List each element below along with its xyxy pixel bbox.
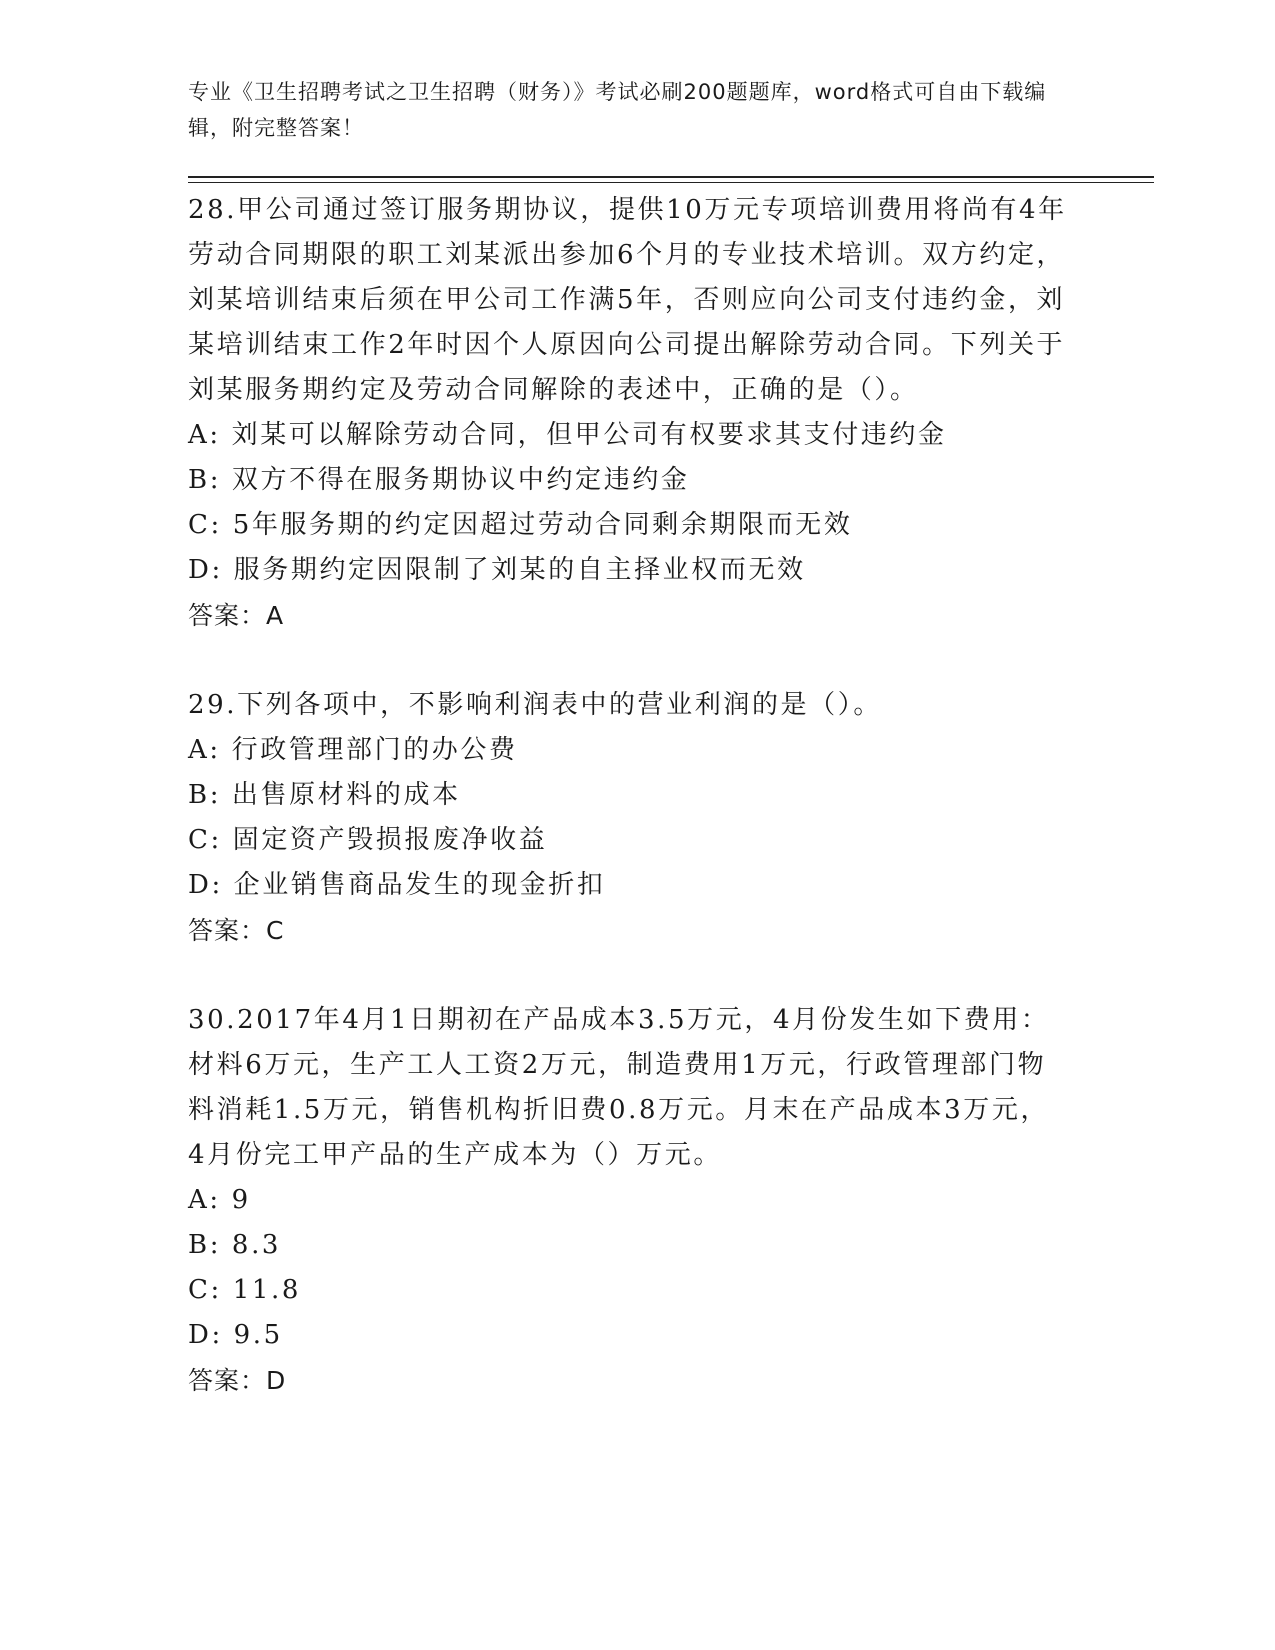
question-spacer xyxy=(188,953,1068,998)
option-d: D: 9.5 xyxy=(188,1320,283,1350)
option-a: A: 9 xyxy=(188,1185,251,1215)
question-list xyxy=(188,188,1068,1403)
option-a: A: 行政管理部门的办公费 xyxy=(188,735,518,765)
header-rule-thick xyxy=(188,176,1154,178)
answer: 答案：A xyxy=(188,601,285,630)
page-header: 专业《卫生招聘考试之卫生招聘（财务）》考试必刷200题题库，word格式可自由下载编辑，附完整答案！ xyxy=(188,80,1047,140)
header-rule-thin xyxy=(188,182,1154,183)
question-28 xyxy=(188,188,1068,638)
question-stem: 28.甲公司通过签订服务期协议，提供10万元专项培训费用将尚有4年劳动合同期限的职工刘某派出参加6个月的专业技术培训。双方约定，刘某培训结束后须在甲公司工作满5年，否则应向公司支付违约金，刘某培训结束工作2年时因个人原因向公司提出解除劳动合同。下列关于刘某服务期约定及劳动合同解除的表述中，正确的是（）。 xyxy=(188,195,1067,405)
option-d: D: 服务期约定因限制了刘某的自主择业权而无效 xyxy=(188,555,806,585)
option-b: B: 8.3 xyxy=(188,1230,282,1260)
answer: 答案：C xyxy=(188,916,285,945)
option-c: C: 11.8 xyxy=(188,1275,302,1305)
option-c: C: 5年服务期的约定因超过劳动合同剩余期限而无效 xyxy=(188,510,853,540)
question-spacer xyxy=(188,638,1068,683)
question-30 xyxy=(188,998,1068,1403)
option-d: D: 企业销售商品发生的现金折扣 xyxy=(188,870,606,900)
option-a: A: 刘某可以解除劳动合同，但甲公司有权要求其支付违约金 xyxy=(188,420,947,450)
question-stem: 30.2017年4月1日期初在产品成本3.5万元，4月份发生如下费用：材料6万元，生产工人工资2万元，制造费用1万元，行政管理部门物料消耗1.5万元，销售机构折旧费0.8万元。月末在产品成本3万元，4月份完工甲产品的生产成本为（）万元。 xyxy=(188,1005,1050,1170)
option-b: B: 双方不得在服务期协议中约定违约金 xyxy=(188,465,690,495)
option-c: C: 固定资产毁损报废净收益 xyxy=(188,825,548,855)
question-29 xyxy=(188,683,1068,953)
answer: 答案：D xyxy=(188,1366,287,1395)
question-stem: 29.下列各项中，不影响利润表中的营业利润的是（）。 xyxy=(188,690,882,720)
option-b: B: 出售原材料的成本 xyxy=(188,780,461,810)
